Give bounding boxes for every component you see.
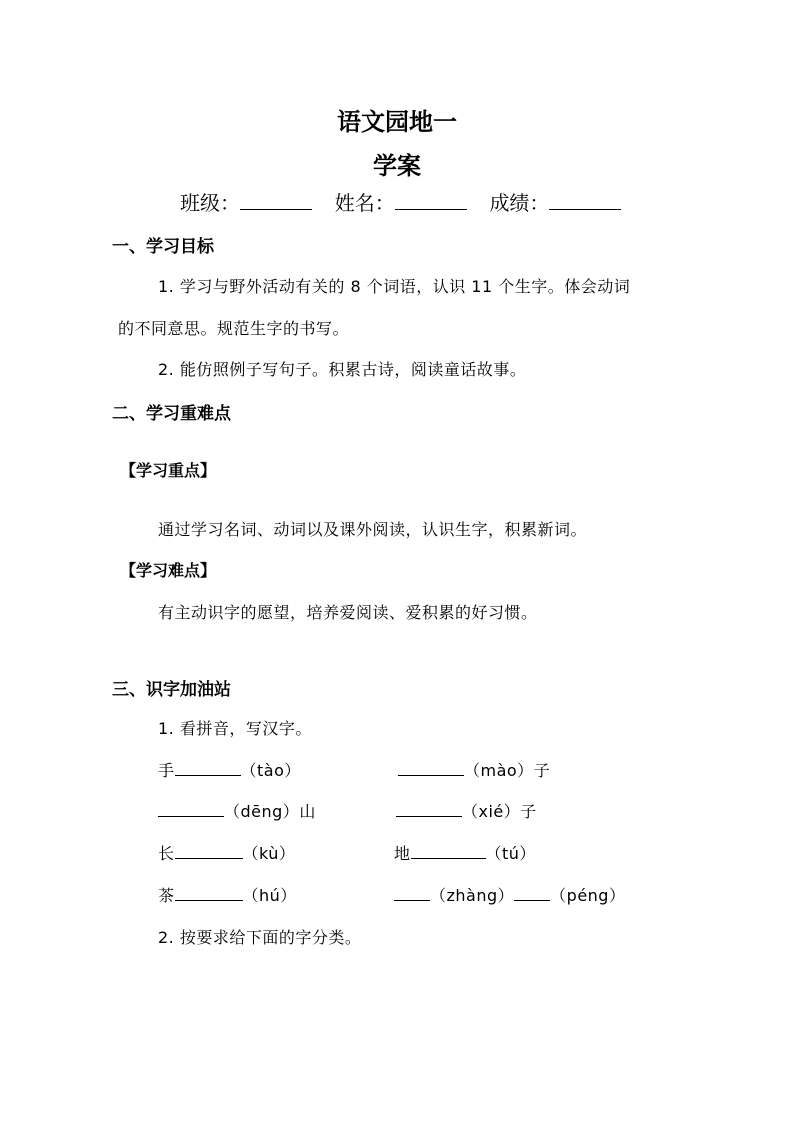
name-blank[interactable] xyxy=(395,191,467,210)
char-prefix: 手 xyxy=(158,761,175,780)
char-suffix: 山 xyxy=(299,802,316,821)
pinyin-item-zhangpeng xyxy=(394,883,625,906)
char-prefix: 地 xyxy=(394,844,411,863)
difficulties-text: 有主动识字的愿望，培养爱阅读、爱积累的好习惯。 xyxy=(158,603,538,622)
pinyin: （hú） xyxy=(242,886,297,905)
answer-blank[interactable] xyxy=(175,885,243,901)
char-suffix: 子 xyxy=(520,802,537,821)
pinyin-item-tu xyxy=(394,841,536,864)
answer-blank[interactable] xyxy=(394,885,430,901)
goal-item-1a: 1. 学习与野外活动有关的 8 个词语，认识 11 个生字。体会动词 xyxy=(158,277,631,296)
goal-item-2: 2. 能仿照例子写句子。积累古诗，阅读童话故事。 xyxy=(158,360,527,379)
section2-heading: 二、学习重难点 xyxy=(112,404,231,424)
name-label: 姓名： xyxy=(334,191,395,215)
section1-heading: 一、学习目标 xyxy=(112,237,214,257)
answer-blank[interactable] xyxy=(514,885,550,901)
char-prefix: 茶 xyxy=(158,886,175,905)
pinyin: （péng） xyxy=(550,886,626,905)
pinyin: （mào） xyxy=(464,761,534,780)
difficulties-tag: 【学习难点】 xyxy=(120,561,217,580)
pinyin-item-mao xyxy=(398,758,550,781)
pinyin: （dēng） xyxy=(224,802,300,821)
pinyin: （tú） xyxy=(485,844,536,863)
answer-blank[interactable] xyxy=(398,760,464,776)
answer-blank[interactable] xyxy=(396,801,462,817)
document-subtitle: 学案 xyxy=(373,151,421,180)
class-blank[interactable] xyxy=(240,191,312,210)
class-label: 班级： xyxy=(180,191,240,215)
document-title: 语文园地一 xyxy=(337,107,457,136)
answer-blank[interactable] xyxy=(158,801,224,817)
score-blank[interactable] xyxy=(549,191,621,210)
goal-item-1b: 的不同意思。规范生字的书写。 xyxy=(118,319,350,338)
section3-heading: 三、识字加油站 xyxy=(112,680,231,700)
score-label: 成绩： xyxy=(489,191,550,215)
pinyin: （kù） xyxy=(242,844,296,863)
char-suffix: 子 xyxy=(533,761,551,780)
question-2: 2. 按要求给下面的字分类。 xyxy=(158,928,362,947)
pinyin-item-hu xyxy=(158,883,297,906)
pinyin-item-xie xyxy=(396,799,537,822)
pinyin-item-ku xyxy=(158,841,295,864)
answer-blank[interactable] xyxy=(175,760,241,776)
pinyin-item-deng xyxy=(158,799,316,822)
answer-blank[interactable] xyxy=(411,843,486,859)
key-points-tag: 【学习重点】 xyxy=(120,461,217,480)
answer-blank[interactable] xyxy=(175,843,243,859)
pinyin: （tào） xyxy=(240,761,301,780)
key-points-text: 通过学习名词、动词以及课外阅读，认识生字，积累新词。 xyxy=(158,520,588,539)
pinyin-item-tao xyxy=(158,758,301,781)
pinyin: （xié） xyxy=(462,802,521,821)
pinyin: （zhàng） xyxy=(430,886,515,905)
char-prefix: 长 xyxy=(158,844,175,863)
info-row xyxy=(180,187,621,216)
question-1: 1. 看拼音，写汉字。 xyxy=(158,719,312,738)
